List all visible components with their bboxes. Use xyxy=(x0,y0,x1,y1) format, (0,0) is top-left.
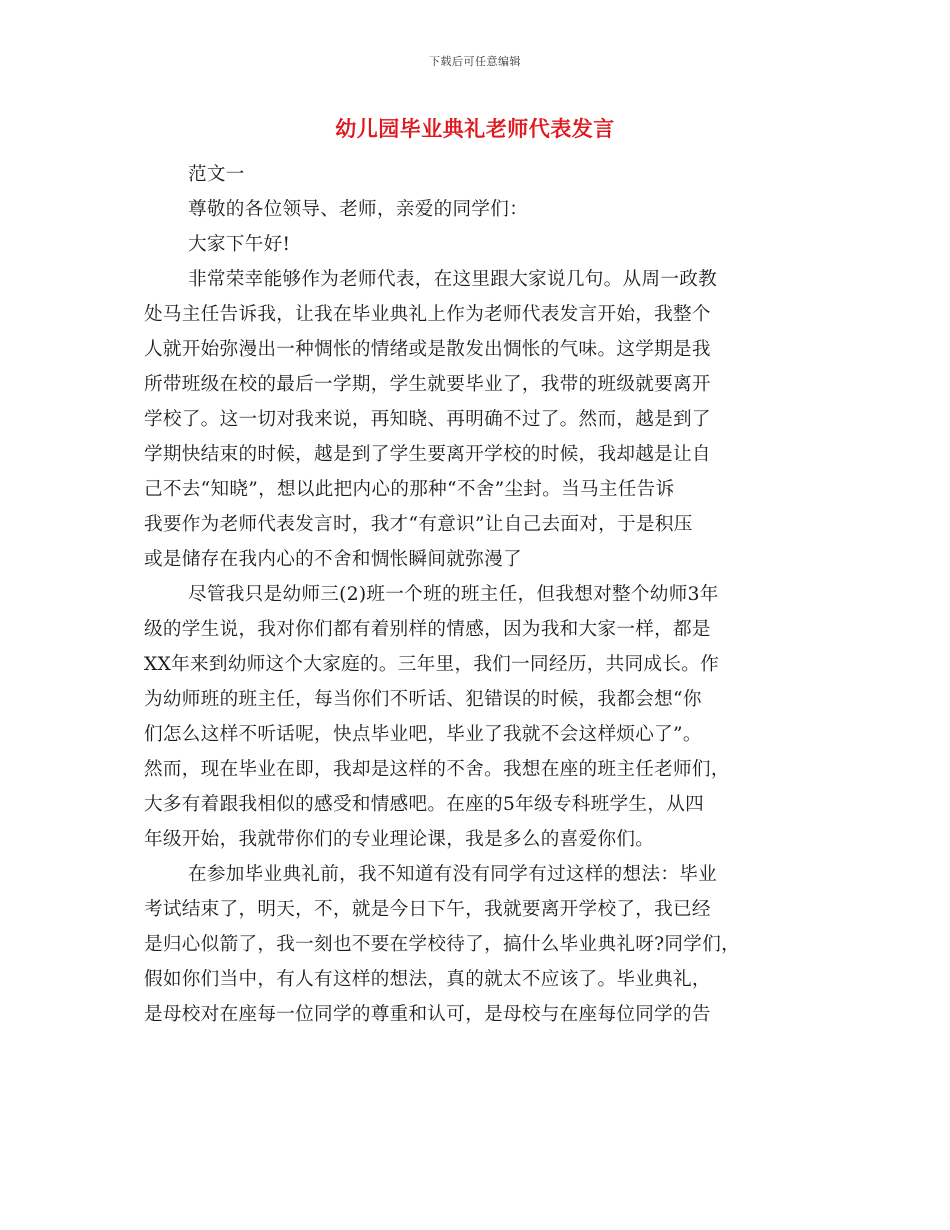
body-line: 是母校对在座每一位同学的尊重和认可，是母校与在座每位同学的告 xyxy=(144,1004,711,1025)
body-line: 们怎么这样不听话呢，快点毕业吧，毕业了我就不会这样烦心了”。 xyxy=(144,724,702,745)
body-line: 我要作为老师代表发言时，我才“有意识”让自己去面对，于是积压 xyxy=(144,514,693,535)
body-line: 考试结束了，明天，不，就是今日下午，我就要离开学校了，我已经 xyxy=(144,899,711,920)
body-line: 为幼师班的班主任，每当你们不听话、犯错误的时候，我都会想“你 xyxy=(144,689,702,710)
body-line: 所带班级在校的最后一学期，学生就要毕业了，我带的班级就要离开 xyxy=(144,374,711,395)
body-line: 是归心似箭了，我一刻也不要在学校待了，搞什么毕业典礼呀?同学们， xyxy=(144,934,740,955)
body-line: 非常荣幸能够作为老师代表，在这里跟大家说几句。从周一政教 xyxy=(188,269,718,290)
body-line: 处马主任告诉我，让我在毕业典礼上作为老师代表发言开始，我整个 xyxy=(144,304,711,325)
body-line: 级的学生说，我对你们都有着别样的情感，因为我和大家一样，都是 xyxy=(144,619,711,640)
body-line: 或是储存在我内心的不舍和惆怅瞬间就弥漫了 xyxy=(144,549,522,570)
body-line: 然而，现在毕业在即，我却是这样的不舍。我想在座的班主任老师们， xyxy=(144,759,730,780)
body-line: 己不去“知晓”，想以此把内心的那种“不舍”尘封。当马主任告诉 xyxy=(144,479,675,500)
body-line: 在参加毕业典礼前，我不知道有没有同学有过这样的想法：毕业 xyxy=(188,864,718,885)
body-line: 范文一 xyxy=(188,164,245,185)
body-line: 学期快结束的时候，越是到了学生要离开学校的时候，我却越是让自 xyxy=(144,444,711,465)
body-line: 年级开始，我就带你们的专业理论课，我是多么的喜爱你们。 xyxy=(144,829,655,850)
body-line: 大家下午好! xyxy=(188,234,291,255)
document-body xyxy=(144,157,809,1032)
body-line: 假如你们当中，有人有这样的想法，真的就太不应该了。毕业典礼， xyxy=(144,969,711,990)
body-line: 学校了。这一切对我来说，再知晓、再明确不过了。然而，越是到了 xyxy=(144,409,711,430)
body-line: 人就开始弥漫出一种惆怅的情绪或是散发出惆怅的气味。这学期是我 xyxy=(144,339,711,360)
document-title: 幼儿园毕业典礼老师代表发言 xyxy=(335,116,615,141)
page-header-note: 下载后可任意编辑 xyxy=(429,55,521,68)
body-line: 尽管我只是幼师三(2)班一个班的班主任，但我想对整个幼师3年 xyxy=(188,584,719,605)
body-line: XX年来到幼师这个大家庭的。三年里，我们一同经历，共同成长。作 xyxy=(144,654,719,675)
body-line: 尊敬的各位领导、老师，亲爱的同学们： xyxy=(188,199,529,220)
body-line: 大多有着跟我相似的感受和情感吧。在座的5年级专科班学生，从四 xyxy=(144,794,705,815)
